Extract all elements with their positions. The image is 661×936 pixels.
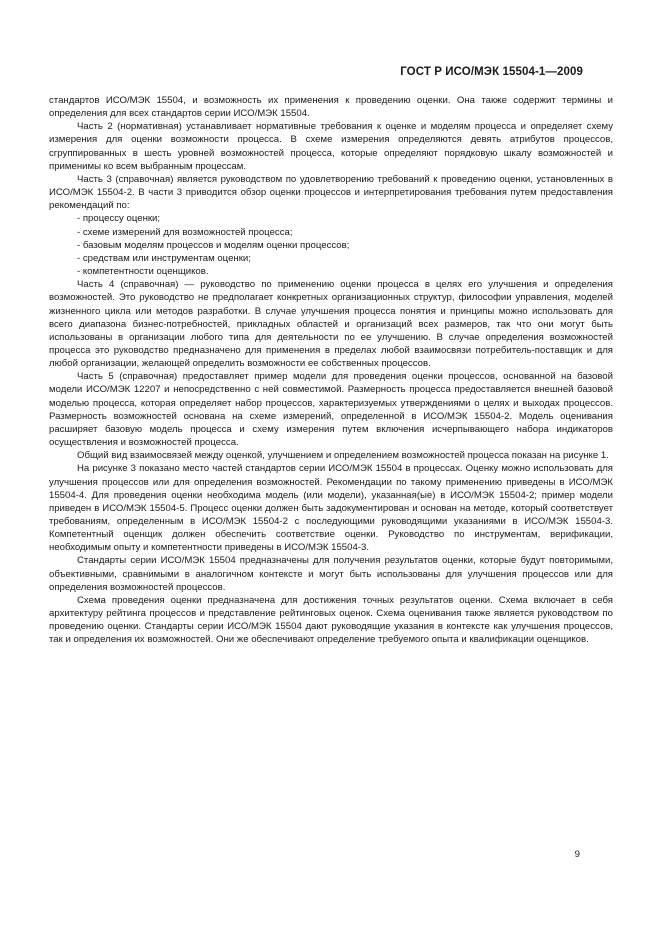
list-item: - процессу оценки; [77,213,161,225]
document-header: ГОСТ Р ИСО/МЭК 15504-1—2009 [400,66,583,78]
paragraph: Часть 5 (справочная) предоставляет пример модели для проведения оценки процессов, основанной на базовой модели ИСО/МЭК 12207 и непосредственно с ней совместимой. Размерность процесса предоставляется внешней базовой моделью процесса, которая определяет набор процессов, характеризуемых утверждениями о целях и выходах процессов. Размерность возможностей основана на схеме измерений, определенной в ИСО/МЭК 15504-2. Модель оценивания расширяет базовую модель процесса и схему измерения путем включения исчерпывающего набора индикаторов осуществления и возможностей процесса. [49,371,613,449]
paragraph: стандартов ИСО/МЭК 15504, и возможность их применения к проведению оценки. Она также содержит термины и определения для всех стандартов серии ИСО/МЭК 15504. [49,95,613,120]
paragraph: Схема проведения оценки предназначена для достижения точных результатов оценки. Схема включает в себя архитектуру рейтинга процессов и представление рейтинговых оценок. Схема оценивания также является руководством по проведению оценки. Стандарты серии ИСО/МЭК 15504 дают руководящие указания в контексте как улучшения процессов, так и определения их возможностей. Они же обеспечивают определение требуемого опыта и квалификации оценщиков. [49,594,613,646]
paragraph: Часть 2 (нормативная) устанавливает нормативные требования к оценке и моделям процесса и определяет схему измерения для оценки возможности процесса. В схеме измерения определяются девять атрибутов процессов, сгруппированных в шесть уровней возможностей процесса, которые определяют порядковую шкалу возможностей и применимы ко всем выбранным процессам. [49,121,613,172]
paragraph: На рисунке 3 показано место частей стандартов серии ИСО/МЭК 15504 в процессах. Оценку можно использовать для улучшения процессов или для определения возможностей. Рекомендации по такому применению приведены в ИСО/МЭК 15504-4. Для проведения оценки необходима модель (или модели), указанная(ые) в ИСО/МЭК 15504-2; пример модели приведен в ИСО/МЭК 15504-5. Процесс оценки должен быть задокументирован и основан на методе, который соответствует требованиям, определенным в ИСО/МЭК 15504-2 с последующими руководящими указаниями в ИСО/МЭК 15504-3. Компетентный оценщик должен обеспечить соответствие оценки. Руководство по инструментам, верификации, необходимым опыту и компетентности приведены в ИСО/МЭК 15504-3. [49,463,613,554]
paragraph: Стандарты серии ИСО/МЭК 15504 предназначены для получения результатов оценки, которые будут повторимыми, объективными, сравнимыми в аналогичном контексте и могут быть использованы для улучшения процессов или для определения возможностей процессов. [49,555,613,593]
page-body [49,94,613,647]
list-item: - компетентности оценщиков. [77,266,209,278]
list-item: - средствам или инструментам оценки; [77,252,251,264]
page-number: 9 [574,849,580,860]
list-item: - схеме измерений для возможностей процесса; [77,226,293,238]
list-item: - базовым моделям процессов и моделям оценки процессов; [77,239,350,251]
paragraph: Общий вид взаимосвязей между оценкой, улучшением и определением возможностей процесса показан на рисунке 1. [77,450,609,462]
paragraph: Часть 3 (справочная) является руководством по удовлетворению требований к проведению оценки, установленных в ИСО/МЭК 15504-2. В части 3 приводится обзор оценки процессов и интерпретирования требования путем предоставления рекомендаций по: [49,173,613,212]
recommendation-list [49,212,613,278]
paragraph: Часть 4 (справочная) — руководство по применению оценки процесса в целях его улучшения и определения возможностей. Это руководство не предполагает конкретных организационных структур, философии управления, моделей жизненного цикла или методов разработки. В случае улучшения процесса понятия и принципы можно использовать для всего диапазона бизнес-потребностей, прикладных областей и организаций всех размеров, так что они могут быть использованы в организации любого типа для деятельности по ее улучшению. В случае определения возможностей процесса это руководство предназначено для применения в пределах любой взаимосвязи потребитель-поставщик и для любой организации, желающей определить возможности ее собственных процессов. [49,279,613,370]
